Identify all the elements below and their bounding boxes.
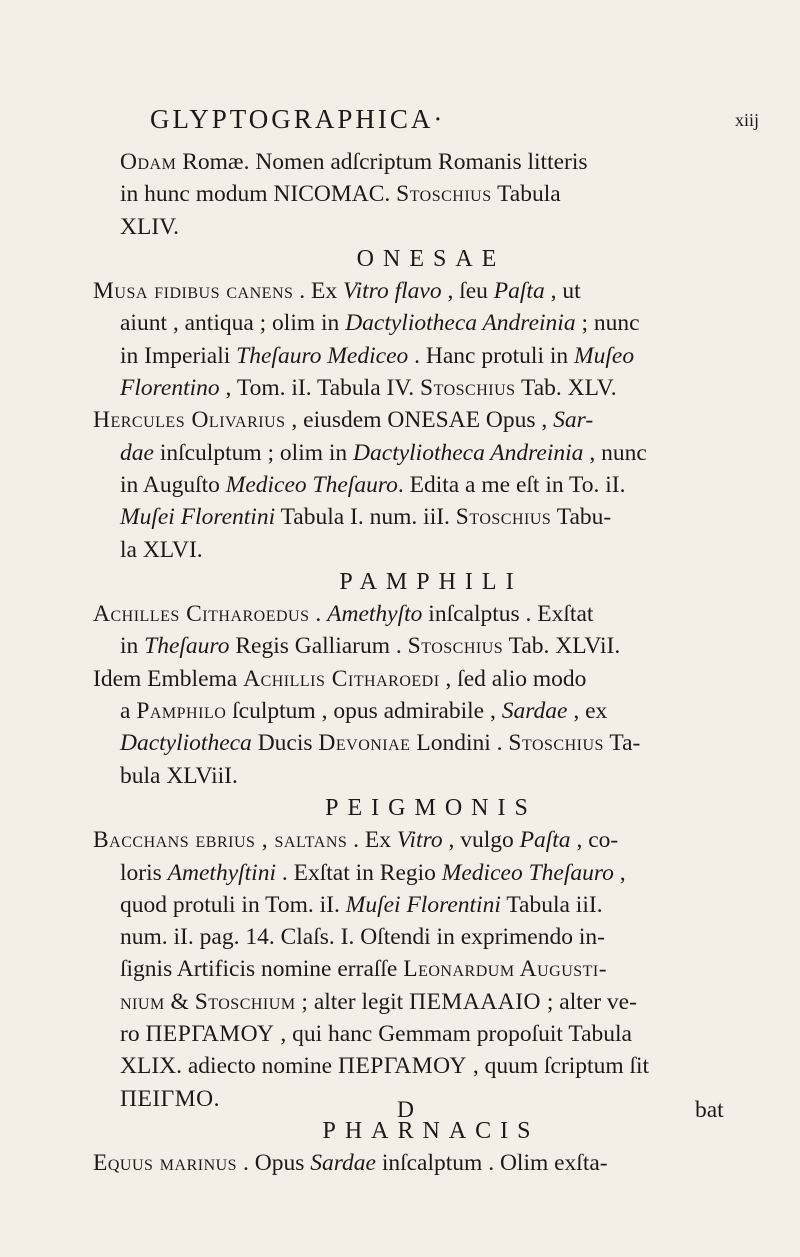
text-line: XLIX. adiecto nomine ΠΕΡΓΑΜΟΥ , quum ſcriptum ſit — [120, 1053, 650, 1080]
text-line: in Imperiali Theſauro Mediceo . Hanc protuli in Muſeo — [120, 342, 635, 369]
text-line: ro ΠΕΡΓΑΜΟΥ , qui hanc Gemmam propoſuit Tabula — [120, 1021, 632, 1048]
text-line: bula XLViiI. — [120, 762, 238, 789]
text-line: Idem Emblema Achillis Citharoedi , ſed alio modo — [93, 665, 587, 692]
text-line: ΠΕΙΓΜΟ. — [120, 1085, 220, 1112]
text-line: Achilles Citharoedus . Amethyſto inſcalptus . Exſtat — [93, 601, 594, 628]
running-title: GLYPTOGRAPHICA· — [150, 104, 446, 134]
text-line: num. iI. pag. 14. Claſs. I. Oſtendi in exprimendo in- — [120, 924, 605, 951]
text-line: loris Amethyſtini . Exſtat in Regio Mediceo Theſauro , — [120, 859, 626, 886]
text-line: Florentino , Tom. iI. Tabula IV. Stoschius Tab. XLV. — [120, 375, 617, 402]
running-head — [0, 104, 800, 144]
text-line: dae inſculptum ; olim in Dactyliotheca Andreinia , nunc — [120, 439, 647, 466]
catchword: bat — [695, 1097, 724, 1123]
text-line: Bacchans ebrius , saltans . Ex Vitro , vulgo Paſta , co- — [93, 827, 619, 854]
text-line: Hercules Olivarius , eiusdem ONESAE Opus , Sar- — [93, 407, 594, 434]
section-heading-onesae: ONESAE — [356, 245, 506, 272]
text-line: aiunt , antiqua ; olim in Dactyliotheca Andreinia ; nunc — [120, 310, 640, 337]
text-line: Equus marinus . Opus Sardae inſcalptum . Olim exſta- — [93, 1150, 608, 1177]
page-number: xiij — [735, 110, 760, 130]
body-text — [93, 146, 769, 1180]
text-line: in Auguſto Mediceo Theſauro. Edita a me eſt in To. iI. — [120, 471, 626, 498]
text-line: in Theſauro Regis Galliarum . Stoschius Tab. XLViI. — [120, 633, 621, 660]
text-line: la XLVI. — [120, 536, 203, 563]
text-line: quod protuli in Tom. iI. Muſei Florentini Tabula iiI. — [120, 891, 603, 918]
section-heading-pharnacis: PHARNACIS — [322, 1117, 540, 1144]
page-footer — [0, 1097, 800, 1129]
text-line: Dactyliotheca Ducis Devoniae Londini . Stoschius Ta- — [120, 730, 641, 757]
text-line: Odam Romæ. Nomen adſcriptum Romanis litteris — [120, 149, 588, 175]
text-line: a Pamphilo ſculptum , opus admirabile , Sardae , ex — [120, 698, 608, 725]
text-line: Muſei Florentini Tabula I. num. iiI. Stoschius Tabu- — [120, 504, 612, 531]
signature-mark: D — [397, 1097, 414, 1123]
section-heading-pamphili: PAMPHILI — [339, 568, 523, 595]
text-line: XLIV. — [120, 213, 179, 240]
text-line: ſignis Artificis nomine erraſſe Leonardum Augusti- — [120, 956, 608, 983]
section-heading-peigmonis: PEIGMONIS — [325, 794, 537, 821]
text-line: nium & Stoschium ; alter legit ΠΕΜΑΑΑΙΟ ; alter ve- — [120, 988, 637, 1015]
text-line: in hunc modum NICOMAC. Stoschius Tabula — [120, 181, 561, 208]
text-line: Musa fidibus canens . Ex Vitro flavo , ſeu Paſta , ut — [93, 278, 581, 305]
